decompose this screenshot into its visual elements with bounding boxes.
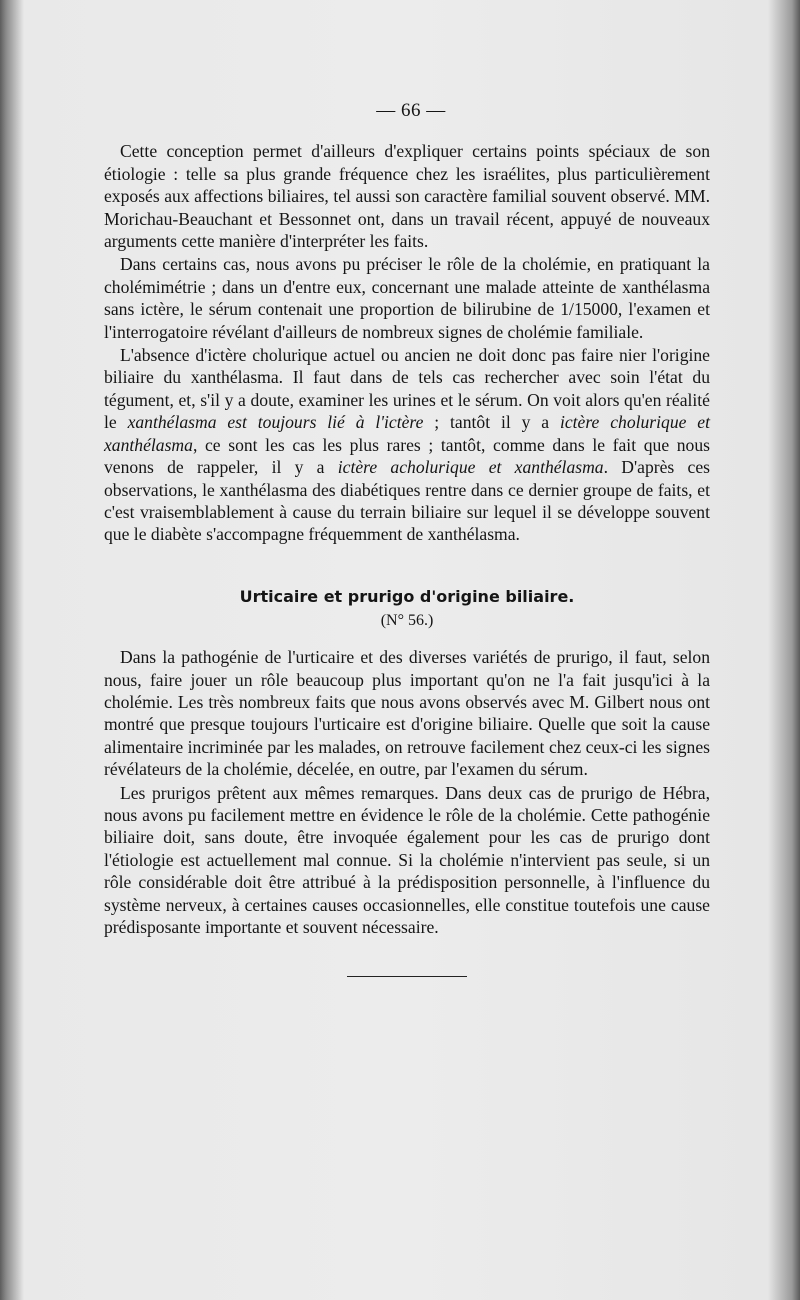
section-title: Urticaire et prurigo d'origine biliaire. [239,586,575,606]
text-run: ; tantôt il y a [423,412,560,433]
page-number: — 66 — [376,100,446,121]
italic-phrase: xanthélasma est toujours lié à l'ictère [127,412,424,433]
paragraph-prurigo: Les prurigos prêtent aux mêmes remarques. Dans deux cas de prurigo de Hébra, nous avons pu facilement mettre en évidence le rôle de la cholémie. Cette pathogénie biliaire doit, sans doute, être invoquée également pour les cas de prurigo dont l'étiologie est actuellement mal connue. Si la cholémie n'intervient pas seule, si un rôle considérable doit être attribué à la prédisposition personnelle, à l'influence du système nerveux, à certaines causes occasionnelles, elle constitue toutefois une cause prédisposante importante et souvent nécessaire. [104,782,710,937]
italic-phrase: ictère acholurique et xanthélasma [337,457,604,478]
paragraph-cholemimetrie: Dans certains cas, nous avons pu préciser le rôle de la cholémie, en pratiquant la cholémimétrie ; dans un d'entre eux, concernant une malade atteinte de xanthélasma sans ictère, le sérum contenait une proportion de bilirubine de 1/15000, l'examen et l'interrogatoire révélant d'ailleurs de nombreux signes de cholémie familiale. [104,254,710,342]
end-rule [347,976,467,977]
document-page [104,100,710,977]
paragraph-ictere-xanthelasma [104,344,710,546]
paragraph-urticaire: Dans la pathogénie de l'urticaire et des diverses variétés de prurigo, il faut, selon nous, faire jouer un rôle beaucoup plus important qu'on ne l'a fait jusqu'ici à la cholémie. Les très nombreux faits que nous avons observés avec M. Gilbert nous ont montré que presque toujours l'urticaire est d'origine biliaire. Quelle que soit la cause alimentaire incriminée par les malades, on retrouve facilement chez ceux-ci les signes révélateurs de la cholémie, décelée, en outre, par l'examen du sérum. [104,647,710,780]
text-run: L'absence d'ictère cholurique actuel ou ancien ne doit donc pas faire nier l'origine biliaire du xanthélasma. Il faut dans de tels cas rechercher avec soin l'état du tégument, et, s'il y a doute, examiner les urines et le sérum. On voit alors qu'en réalité le [104,345,710,433]
section-reference: (N° 56.) [380,611,434,629]
text-run: , ce sont les cas les plus rares ; tantôt, comme dans le fait que nous venons de rappeler, il y a [104,434,710,478]
italic-phrase: ictère cholurique et xanthélasma [104,412,710,455]
paragraph-etiology: Cette conception permet d'ailleurs d'expliquer certains points spéciaux de son étiologie : telle sa plus grande fréquence chez les israélites, plus particulièrement exposés aux affections biliaires, tel aussi son caractère familial souvent observé. MM. Morichau-Beauchant et Bessonnet ont, dans un travail récent, appuyé de nouveaux arguments cette manière d'interpréter les faits. [104,141,710,252]
text-run: . D'après ces observations, le xanthélasma des diabétiques rentre dans ce dernier groupe de faits, et c'est vraisemblablement à cause du terrain biliaire sur lequel il se développe souvent que le diabète s'accompagne fréquemment de xanthélasma. [104,457,711,545]
